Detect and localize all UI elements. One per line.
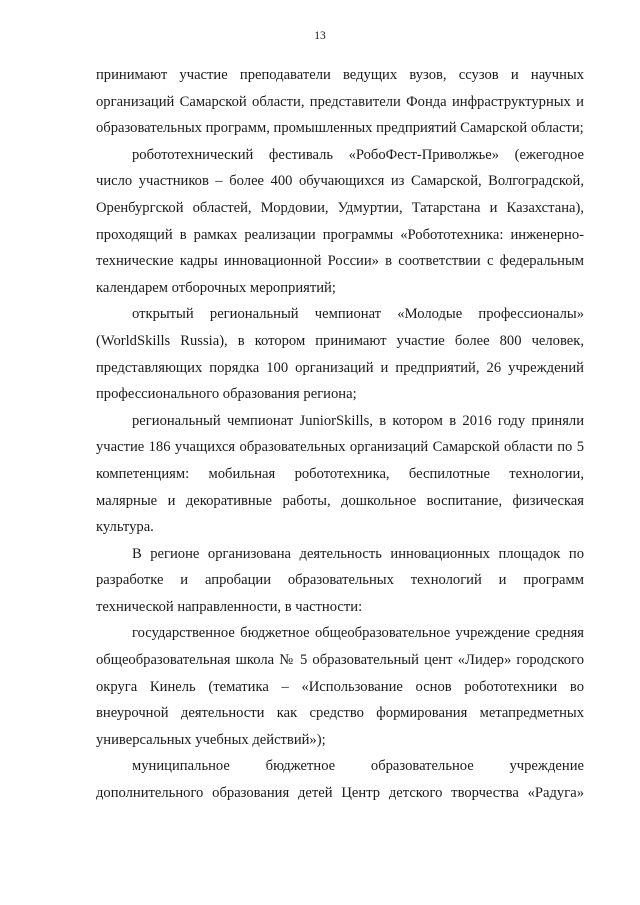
document-body	[96, 62, 584, 807]
paragraph-school-lider: государственное бюджетное общеобразовательное учреждение средняя общеобразовательная школа № 5 образовательный цент «Лидер» городского округа Кинель (тематика – «Использование основ робототехники во внеурочной деятельности как средство формирования метапредметных универсальных учебных действий»);	[96, 625, 584, 748]
paragraph-innovation-platforms: В регионе организована деятельность инновационных площадок по разработке и апробации образовательных технологий и программ технической направленности, в частности:	[96, 545, 584, 615]
paragraph-center-raduga: муниципальное бюджетное образовательное учреждение дополнительного образования детей Центр детского творчества «Радуга»	[96, 758, 584, 802]
paragraph-juniorskills: региональный чемпионат JuniorSkills, в котором в 2016 году приняли участие 186 учащихся образовательных организаций Самарской области по 5 компетенциям: мобильная робототехника, беспилотные технологии, малярные и декоративные работы, дошкольное воспитание, физическая культура.	[96, 412, 584, 536]
page-number: 13	[314, 30, 326, 42]
paragraph-continuation: принимают участие преподаватели ведущих вузов, ссузов и научных организаций Самарской области, представители Фонда инфраструктурных и образовательных программ, промышленных предприятий Самарской области;	[96, 67, 584, 137]
paragraph-worldskills: открытый региональный чемпионат «Молодые профессионалы» (WorldSkills Russia), в котором принимают участие более 800 человек, представляющих порядка 100 организаций и предприятий, 26 учреждений профессионального образования региона;	[96, 306, 584, 403]
paragraph-robofest: робототехнический фестиваль «РобоФест-Приволжье» (ежегодное число участников – более 400 обучающихся из Самарской, Волгоградской, Оренбургской областей, Мордовии, Удмуртии, Татарстана и Казахстана), проходящий в рамках реализации программы «Робототехника: инженерно-технические кадры инновационной России» в соответствии с федеральным календарем отборочных мероприятий;	[96, 146, 584, 296]
